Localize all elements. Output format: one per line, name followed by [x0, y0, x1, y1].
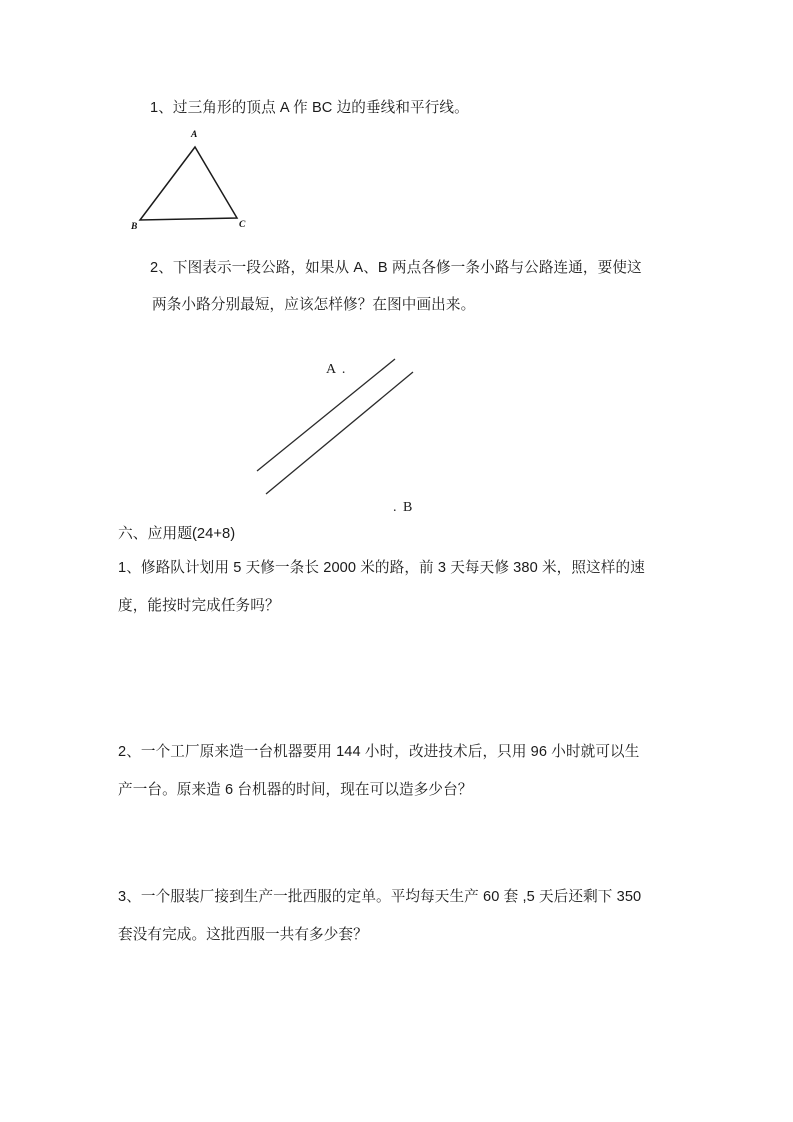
application-problem-1-line-2: 度，能按时完成任务吗？ — [118, 598, 280, 614]
application-section-heading: 六、应用题(24+8) — [118, 526, 236, 542]
application-problem-3-line-1: 3、一个服装厂接到生产一批西服的定单。平均每天生产 60 套 ,5 天后还剩下 350 — [118, 889, 642, 905]
geometry-question-2-line-2: 两条小路分别最短，应该怎样修？在图中画出来。 — [152, 297, 476, 313]
road-point-label-b: . B — [393, 500, 414, 515]
triangle-vertex-label-a: A — [191, 130, 198, 140]
geometry-question-2-line-1: 2、下图表示一段公路，如果从 A、B 两点各修一条小路与公路连通，要使这 — [150, 260, 642, 276]
triangle-vertex-label-c: C — [239, 220, 246, 230]
application-problem-1-line-1: 1、修路队计划用 5 天修一条长 2000 米的路，前 3 天每天修 380 米，照这样的速 — [118, 560, 645, 576]
road-point-label-a: A . — [326, 362, 347, 377]
application-problem-2-line-1: 2、一个工厂原来造一台机器要用 144 小时，改进技术后，只用 96 小时就可以生 — [118, 744, 640, 760]
application-problem-3-line-2: 套没有完成。这批西服一共有多少套？ — [118, 927, 368, 943]
geometry-question-1-line-1: 1、过三角形的顶点 A 作 BC 边的垂线和平行线。 — [150, 100, 469, 116]
road-line-lower — [266, 372, 413, 494]
triangle-vertex-label-b: B — [131, 222, 138, 232]
application-problem-2-line-2: 产一台。原来造 6 台机器的时间，现在可以造多少台？ — [118, 782, 473, 798]
